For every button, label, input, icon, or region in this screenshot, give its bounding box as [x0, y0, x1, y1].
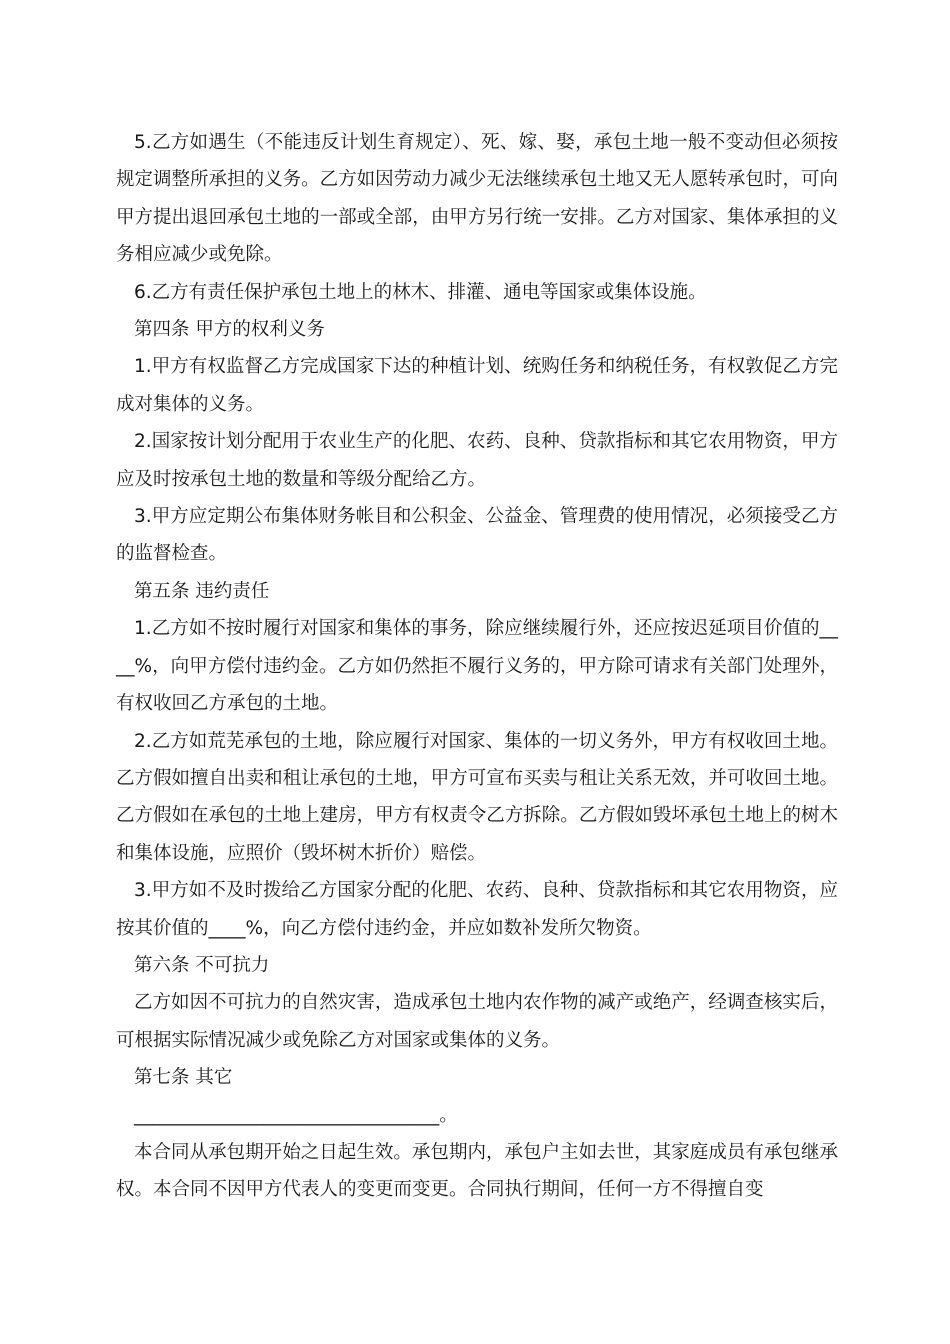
- article-5-clause-2: 2.乙方如荒芜承包的土地，除应履行对国家、集体的一切义务外，甲方有权收回土地。乙方假如擅自出卖和租让承包的土地，甲方可宣布买卖与租让关系无效，并可收回土地。乙方假如在承包的土地上建房，甲方有权责令乙方拆除。乙方假如毁坏承包土地上的树木和集体设施，应照价（毁坏树木折价）赔偿。: [116, 730, 838, 864]
- article-4-heading: 第四条 甲方的权利义务: [134, 319, 325, 341]
- article-4-clause-1: 1.甲方有权监督乙方完成国家下达的种植计划、统购任务和纳税任务，有权敦促乙方完成对集体的义务。: [116, 356, 838, 415]
- article-5-clause-3: 3.甲方如不及时拨给乙方国家分配的化肥、农药、良种、贷款指标和其它农用物资，应按其价值的____%，向乙方偿付违约金，并应如数补发所欠物资。: [116, 880, 838, 939]
- article-6-body: 乙方如因不可抗力的自然灾害，造成承包土地内农作物的减产或绝产，经调查核实后，可根据实际情况减少或免除乙方对国家或集体的义务。: [116, 992, 838, 1051]
- article-5-heading: 第五条 违约责任: [134, 580, 270, 602]
- article-5-clause-1: 1.乙方如不按时履行对国家和集体的事务，除应继续履行外，还应按迟延项目价值的____%，向甲方偿付违约金。乙方如仍然拒不履行义务的，甲方除可请求有关部门处理外，有权收回乙方承包的土地。: [116, 618, 838, 715]
- article-7-blank-line: _________________________________。: [134, 1104, 458, 1126]
- article-4-clause-3: 3.甲方应定期公布集体财务帐目和公积金、公益金、管理费的使用情况，必须接受乙方的监督检查。: [116, 506, 838, 565]
- effective-clause: 本合同从承包期开始之日起生效。承包期内，承包户主如去世，其家庭成员有承包继承权。本合同不因甲方代表人的变更而变更。合同执行期间，任何一方不得擅自变: [116, 1141, 838, 1201]
- article-4-clause-2: 2.国家按计划分配用于农业生产的化肥、农药、良种、贷款指标和其它农用物资，甲方应及时按承包土地的数量和等级分配给乙方。: [116, 431, 838, 490]
- clause-5-family-changes: 5.乙方如遇生（不能违反计划生育规定）、死、嫁、娶，承包土地一般不变动但必须按规定调整所承担的义务。乙方如因劳动力减少无法继续承包土地又无人愿转承包时，可向甲方提出退回承包土地的一部或全部，由甲方另行统一安排。乙方对国家、集体承担的义务相应减少或免除。: [116, 132, 838, 266]
- document-page: [116, 124, 838, 1209]
- article-6-heading: 第六条 不可抗力: [134, 954, 270, 976]
- article-7-heading: 第七条 其它: [134, 1067, 233, 1089]
- clause-6-protect-facilities: 6.乙方有责任保护承包土地上的林木、排灌、通电等国家或集体设施。: [134, 281, 707, 303]
